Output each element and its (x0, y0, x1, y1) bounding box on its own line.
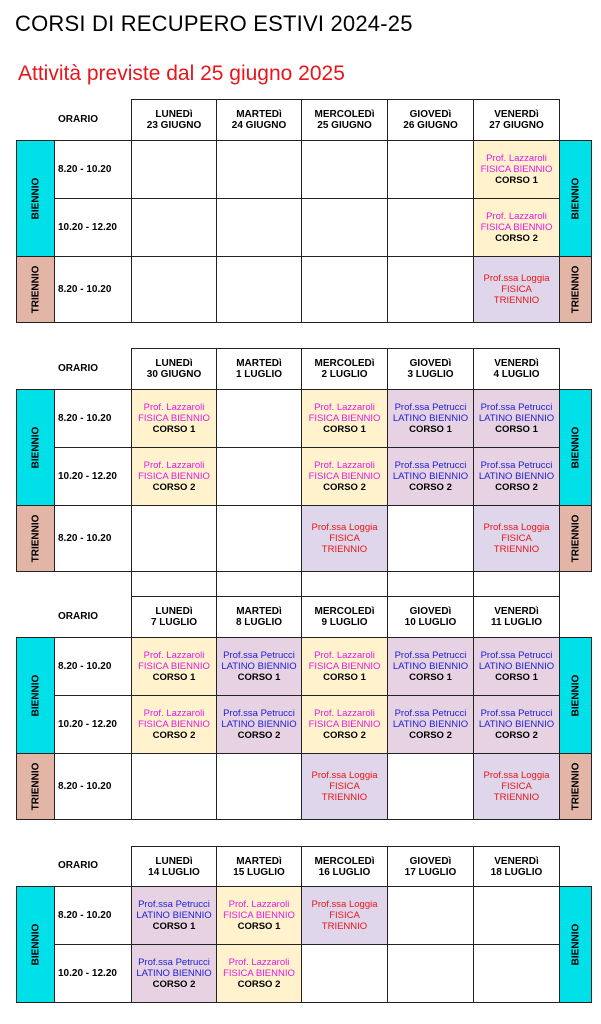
course-subject: LATINO BIENNIO (478, 471, 555, 482)
course-number: TRIENNIO (493, 792, 540, 803)
course-subject: FISICA (329, 533, 360, 544)
empty-slot (131, 505, 217, 572)
time-text: 8.20 - 10.20 (58, 781, 112, 792)
day-date: 26 GIUGNO (403, 120, 458, 131)
course-teacher: Prof.ssa Loggia (311, 899, 378, 910)
course-subject: FISICA (329, 910, 360, 921)
course-subject: FISICA BIENNIO (308, 661, 381, 672)
course-slot (387, 695, 474, 754)
biennio-label-right (559, 637, 592, 754)
course-teacher: Prof.ssa Petrucci (138, 957, 210, 968)
empty-slot (216, 753, 302, 820)
course-number: CORSO 2 (323, 730, 366, 741)
day-name: VENERDì (494, 358, 539, 369)
time-slot (54, 886, 132, 945)
empty-slot (131, 198, 217, 257)
page-subtitle: Attività previste dal 25 giugno 2025 (18, 62, 345, 85)
day-date: 24 GIUGNO (231, 120, 287, 131)
day-date: 9 LUGLIO (321, 617, 368, 628)
empty-slot (301, 944, 388, 1003)
time-slot (54, 753, 132, 820)
day-name: GIOVEDì (409, 358, 452, 369)
course-teacher: Prof. Lazzaroli (143, 650, 205, 661)
course-slot (131, 447, 217, 506)
empty-slot (473, 944, 560, 1003)
triennio-text: TRIENNIO (30, 514, 41, 563)
course-slot (473, 753, 560, 820)
course-slot (216, 695, 302, 754)
time-text: 8.20 - 10.20 (58, 533, 112, 544)
biennio-label-left (16, 140, 55, 257)
empty-slot (387, 505, 474, 572)
course-subject: LATINO BIENNIO (392, 413, 469, 424)
triennio-text: TRIENNIO (570, 265, 581, 314)
course-teacher: Prof. Lazzaroli (314, 650, 375, 661)
orario-label: ORARIO (58, 610, 98, 622)
course-teacher: Prof. Lazzaroli (143, 708, 205, 719)
day-header (387, 596, 474, 638)
time-text: 8.20 - 10.20 (58, 910, 112, 921)
course-slot (473, 256, 560, 323)
course-slot (216, 637, 302, 696)
course-slot (301, 886, 388, 945)
orario-label: ORARIO (58, 113, 98, 125)
day-date: 4 LUGLIO (493, 369, 540, 380)
course-slot (131, 695, 217, 754)
course-teacher: Prof.ssa Petrucci (394, 460, 467, 471)
day-date: 11 LUGLIO (490, 617, 543, 628)
course-number: TRIENNIO (493, 295, 540, 306)
time-text: 8.20 - 10.20 (58, 164, 112, 175)
course-number: CORSO 1 (409, 424, 452, 435)
empty-slot (387, 140, 474, 199)
day-header (216, 596, 302, 638)
course-teacher: Prof.ssa Petrucci (480, 650, 553, 661)
empty-slot (387, 886, 474, 945)
day-name: MARTEDì (236, 109, 282, 120)
course-teacher: Prof. Lazzaroli (143, 460, 205, 471)
course-number: CORSO 2 (323, 482, 366, 493)
course-number: CORSO 1 (409, 672, 452, 683)
course-teacher: Prof. Lazzaroli (228, 899, 290, 910)
course-subject: LATINO BIENNIO (392, 719, 469, 730)
biennio-label-right (559, 389, 592, 506)
course-teacher: Prof. Lazzaroli (228, 957, 290, 968)
day-header (473, 846, 560, 887)
empty-slot (131, 256, 217, 323)
course-number: CORSO 2 (409, 730, 452, 741)
course-slot (473, 505, 560, 572)
biennio-text: BIENNIO (30, 923, 42, 966)
course-number: CORSO 1 (237, 921, 281, 932)
course-slot (473, 140, 560, 199)
biennio-label-right (559, 140, 592, 257)
course-slot (301, 637, 388, 696)
course-teacher: Prof.ssa Petrucci (394, 708, 467, 719)
empty-slot (216, 389, 302, 448)
course-number: CORSO 1 (152, 672, 196, 683)
course-subject: FISICA BIENNIO (308, 471, 381, 482)
course-number: CORSO 2 (409, 482, 452, 493)
course-subject: LATINO BIENNIO (478, 719, 555, 730)
day-name: MERCOLEDì (314, 855, 375, 867)
time-text: 8.20 - 10.20 (58, 413, 112, 424)
empty-slot (473, 886, 560, 945)
time-text: 8.20 - 10.20 (58, 284, 112, 295)
course-subject: FISICA (501, 284, 532, 295)
triennio-label-left (16, 753, 55, 820)
triennio-label-left (16, 505, 55, 572)
day-name: MERCOLEDì (314, 358, 375, 369)
day-name: LUNEDì (155, 109, 193, 120)
day-header (387, 99, 474, 141)
course-number: TRIENNIO (493, 544, 540, 555)
course-number: TRIENNIO (321, 544, 368, 555)
day-name: VENERDì (494, 855, 539, 867)
day-date: 3 LUGLIO (407, 369, 454, 380)
day-date: 15 LUGLIO (233, 866, 285, 878)
time-slot (54, 140, 132, 199)
empty-slot (216, 256, 302, 323)
day-header (216, 99, 302, 141)
course-slot (473, 695, 560, 754)
course-number: CORSO 1 (152, 921, 196, 932)
triennio-text: TRIENNIO (570, 762, 581, 811)
course-subject: FISICA (501, 533, 532, 544)
day-name: GIOVEDì (409, 855, 452, 867)
day-date: 25 GIUGNO (317, 120, 372, 131)
course-subject: FISICA BIENNIO (308, 413, 381, 424)
day-name: MERCOLEDì (314, 606, 375, 617)
course-number: CORSO 2 (495, 730, 538, 741)
course-slot (216, 886, 302, 945)
day-name: MARTEDì (236, 606, 282, 617)
empty-slot (301, 140, 388, 199)
course-teacher: Prof.ssa Petrucci (480, 708, 553, 719)
biennio-text: BIENNIO (570, 426, 582, 469)
day-header (387, 846, 474, 887)
empty-slot (301, 256, 388, 323)
day-header (131, 348, 217, 390)
empty-slot (387, 256, 474, 323)
time-text: 8.20 - 10.20 (58, 661, 112, 672)
empty-slot (301, 198, 388, 257)
empty-slot (216, 505, 302, 572)
course-slot (473, 447, 560, 506)
course-subject: LATINO BIENNIO (392, 661, 469, 672)
course-slot (301, 753, 388, 820)
course-teacher: Prof.ssa Loggia (311, 770, 378, 781)
course-subject: FISICA BIENNIO (138, 661, 210, 672)
empty-slot (387, 944, 474, 1003)
day-header (131, 846, 217, 887)
course-slot (301, 447, 388, 506)
day-date: 27 GIUGNO (489, 120, 544, 131)
day-header (387, 348, 474, 390)
course-teacher: Prof.ssa Loggia (483, 770, 550, 781)
day-date: 14 LUGLIO (148, 866, 200, 878)
course-subject: LATINO BIENNIO (478, 413, 555, 424)
course-teacher: Prof.ssa Petrucci (480, 402, 553, 413)
empty-slot (216, 447, 302, 506)
course-teacher: Prof.ssa Petrucci (223, 708, 295, 719)
day-name: MARTEDì (236, 358, 282, 369)
time-text: 10.20 - 12.20 (58, 222, 117, 233)
orario-label: ORARIO (58, 362, 98, 374)
day-date: 23 GIUGNO (146, 120, 202, 131)
course-number: CORSO 2 (237, 730, 281, 741)
biennio-text: BIENNIO (570, 674, 582, 717)
course-teacher: Prof. Lazzaroli (486, 153, 547, 164)
course-subject: FISICA BIENNIO (138, 471, 210, 482)
time-text: 10.20 - 12.20 (58, 968, 117, 979)
day-name: LUNEDì (155, 358, 193, 369)
triennio-text: TRIENNIO (30, 762, 41, 811)
biennio-text: BIENNIO (30, 674, 42, 717)
time-slot (54, 389, 132, 448)
day-header (473, 596, 560, 638)
day-date: 18 LUGLIO (490, 866, 543, 878)
course-number: CORSO 2 (495, 482, 538, 493)
course-number: CORSO 2 (152, 482, 196, 493)
course-subject: FISICA (501, 781, 532, 792)
triennio-text: TRIENNIO (30, 265, 41, 314)
course-subject: FISICA BIENNIO (480, 164, 553, 175)
orario-label: ORARIO (58, 860, 98, 871)
course-slot (216, 944, 302, 1003)
course-slot (131, 389, 217, 448)
course-subject: LATINO BIENNIO (392, 471, 469, 482)
course-number: CORSO 2 (495, 233, 538, 244)
course-teacher: Prof.ssa Loggia (311, 522, 378, 533)
course-subject: LATINO BIENNIO (478, 661, 555, 672)
course-number: CORSO 1 (152, 424, 196, 435)
course-teacher: Prof.ssa Petrucci (394, 650, 467, 661)
day-name: VENERDì (494, 606, 539, 617)
day-header (131, 596, 217, 638)
course-teacher: Prof. Lazzaroli (314, 402, 375, 413)
day-header (301, 596, 388, 638)
time-slot (54, 637, 132, 696)
triennio-label-right (559, 505, 592, 572)
day-date: 10 LUGLIO (404, 617, 457, 628)
empty-slot (131, 753, 217, 820)
biennio-label-left (16, 637, 55, 754)
course-number: TRIENNIO (321, 792, 368, 803)
page-title: CORSI DI RECUPERO ESTIVI 2024-25 (15, 11, 413, 36)
biennio-text: BIENNIO (570, 177, 582, 220)
day-date: 30 GIUGNO (146, 369, 202, 380)
course-slot (301, 389, 388, 448)
empty-slot (216, 140, 302, 199)
empty-slot (387, 753, 474, 820)
time-slot (54, 695, 132, 754)
time-slot (54, 447, 132, 506)
day-name: VENERDì (494, 109, 539, 120)
course-number: CORSO 1 (237, 672, 281, 683)
triennio-label-left (16, 256, 55, 323)
course-teacher: Prof. Lazzaroli (314, 708, 375, 719)
course-slot (301, 505, 388, 572)
course-subject: LATINO BIENNIO (136, 910, 212, 921)
course-number: CORSO 2 (152, 730, 196, 741)
course-slot (301, 695, 388, 754)
time-text: 10.20 - 12.20 (58, 719, 117, 730)
course-slot (473, 198, 560, 257)
separator-cell (473, 571, 560, 597)
course-slot (131, 637, 217, 696)
course-teacher: Prof.ssa Loggia (483, 522, 550, 533)
course-number: CORSO 2 (237, 979, 281, 990)
triennio-label-right (559, 753, 592, 820)
course-subject: FISICA BIENNIO (138, 413, 210, 424)
time-slot (54, 198, 132, 257)
day-date: 16 LUGLIO (318, 866, 371, 878)
time-slot (54, 256, 132, 323)
day-date: 1 LUGLIO (235, 369, 283, 380)
course-number: CORSO 1 (495, 175, 538, 186)
course-teacher: Prof.ssa Petrucci (223, 650, 295, 661)
course-teacher: Prof.ssa Petrucci (138, 899, 210, 910)
course-teacher: Prof.ssa Petrucci (480, 460, 553, 471)
day-date: 17 LUGLIO (404, 866, 457, 878)
empty-slot (216, 198, 302, 257)
course-subject: FISICA (329, 781, 360, 792)
course-subject: LATINO BIENNIO (136, 968, 212, 979)
day-name: LUNEDì (155, 606, 193, 617)
course-subject: FISICA BIENNIO (223, 910, 295, 921)
course-slot (387, 447, 474, 506)
course-teacher: Prof.ssa Loggia (483, 273, 550, 284)
day-header (301, 348, 388, 390)
course-subject: FISICA BIENNIO (308, 719, 381, 730)
course-number: CORSO 1 (323, 424, 366, 435)
day-header (216, 846, 302, 887)
day-date: 7 LUGLIO (150, 617, 198, 628)
time-slot (54, 505, 132, 572)
day-header (473, 348, 560, 390)
time-slot (54, 944, 132, 1003)
day-header (131, 99, 217, 141)
course-number: CORSO 1 (323, 672, 366, 683)
course-subject: LATINO BIENNIO (221, 719, 297, 730)
course-subject: LATINO BIENNIO (221, 661, 297, 672)
day-name: LUNEDì (155, 855, 193, 867)
day-date: 8 LUGLIO (235, 617, 283, 628)
day-header (301, 846, 388, 887)
biennio-text: BIENNIO (30, 177, 42, 220)
course-subject: FISICA BIENNIO (223, 968, 295, 979)
course-number: CORSO 1 (495, 424, 538, 435)
day-name: MARTEDì (236, 855, 282, 867)
day-header (473, 99, 560, 141)
course-slot (131, 886, 217, 945)
day-name: GIOVEDì (409, 109, 452, 120)
time-text: 10.20 - 12.20 (58, 471, 117, 482)
course-teacher: Prof. Lazzaroli (486, 211, 547, 222)
course-subject: FISICA BIENNIO (138, 719, 210, 730)
triennio-label-right (559, 256, 592, 323)
course-number: CORSO 1 (495, 672, 538, 683)
separator-cell (301, 571, 388, 597)
separator-cell (387, 571, 474, 597)
course-teacher: Prof. Lazzaroli (314, 460, 375, 471)
course-slot (387, 637, 474, 696)
course-slot (473, 637, 560, 696)
course-slot (131, 944, 217, 1003)
course-teacher: Prof.ssa Petrucci (394, 402, 467, 413)
separator-cell (131, 571, 217, 597)
biennio-label-left (16, 886, 55, 1003)
day-name: MERCOLEDì (314, 109, 375, 120)
biennio-text: BIENNIO (570, 923, 582, 966)
empty-slot (387, 198, 474, 257)
biennio-text: BIENNIO (30, 426, 42, 469)
day-name: GIOVEDì (409, 606, 452, 617)
empty-slot (131, 140, 217, 199)
triennio-text: TRIENNIO (570, 514, 581, 563)
course-slot (387, 389, 474, 448)
day-header (216, 348, 302, 390)
biennio-label-right (559, 886, 592, 1003)
course-slot (473, 389, 560, 448)
separator-cell (216, 571, 302, 597)
day-date: 2 LUGLIO (321, 369, 368, 380)
biennio-label-left (16, 389, 55, 506)
course-number: TRIENNIO (321, 921, 368, 932)
course-subject: FISICA BIENNIO (480, 222, 553, 233)
day-header (301, 99, 388, 141)
course-number: CORSO 2 (152, 979, 196, 990)
course-teacher: Prof. Lazzaroli (143, 402, 205, 413)
